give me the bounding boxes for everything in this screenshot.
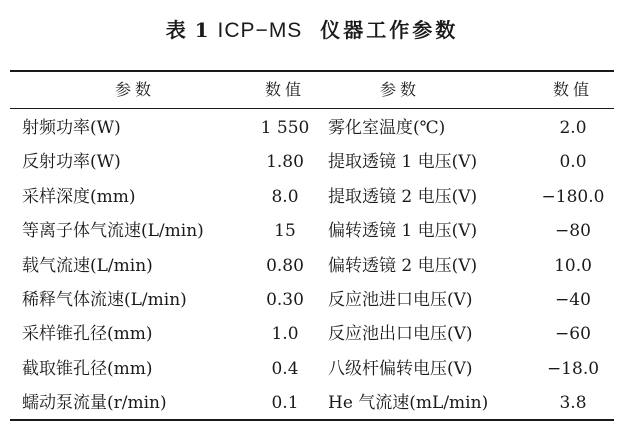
param-name-r2-c3: 提取透镜 1 电压(V) bbox=[328, 152, 478, 173]
param-value-r7-c2: 1.0 bbox=[271, 324, 299, 345]
param-value-r6-c4: −40 bbox=[555, 290, 591, 310]
table-top-rule bbox=[10, 70, 614, 72]
param-name-r8-c1: 截取锥孔径(mm) bbox=[22, 358, 153, 379]
param-value-r7-c4: −60 bbox=[555, 324, 591, 345]
param-value-r6-c2: 0.30 bbox=[266, 290, 304, 310]
table-number: 表 1 bbox=[165, 18, 210, 42]
param-value-r4-c2: 15 bbox=[274, 221, 296, 242]
param-name-r9-c3: He 气流速(mL/min) bbox=[328, 393, 489, 414]
param-value-r1-c4: 2.0 bbox=[559, 118, 587, 138]
param-name-r9-c1: 蠕动泵流量(r/min) bbox=[22, 393, 167, 414]
param-value-r8-c2: 0.4 bbox=[271, 358, 299, 379]
param-value-r3-c4: −180.0 bbox=[541, 186, 605, 207]
header-value-1: 数值 bbox=[264, 80, 305, 99]
param-name-r5-c3: 偏转透镜 2 电压(V) bbox=[328, 255, 478, 276]
param-name-r6-c1: 稀释气体流速(L/min) bbox=[22, 290, 187, 310]
param-value-r2-c2: 1.80 bbox=[266, 152, 304, 173]
param-value-r4-c4: −80 bbox=[555, 221, 591, 242]
param-value-r9-c4: 3.8 bbox=[559, 393, 587, 414]
param-value-r3-c2: 8.0 bbox=[271, 186, 299, 207]
param-name-r7-c3: 反应池出口电压(V) bbox=[328, 324, 473, 345]
param-value-r8-c4: −18.0 bbox=[546, 358, 600, 379]
param-value-r1-c2: 1 550 bbox=[260, 118, 310, 138]
param-name-r8-c3: 八级杆偏转电压(V) bbox=[328, 358, 473, 379]
param-name-r4-c1: 等离子体气流速(L/min) bbox=[22, 221, 204, 242]
param-value-r2-c4: 0.0 bbox=[559, 152, 587, 173]
param-name-r1-c3: 雾化室温度(℃) bbox=[328, 118, 446, 138]
param-name-r3-c1: 采样深度(mm) bbox=[22, 186, 136, 207]
param-name-r1-c1: 射频功率(W) bbox=[22, 118, 121, 138]
table-caption bbox=[0, 14, 624, 43]
param-name-r7-c1: 采样锥孔径(mm) bbox=[22, 324, 153, 345]
header-param-2: 参数 bbox=[379, 80, 420, 99]
param-value-r5-c2: 0.80 bbox=[266, 255, 304, 276]
param-value-r9-c2: 0.1 bbox=[271, 393, 299, 414]
param-name-r5-c1: 载气流速(L/min) bbox=[22, 255, 153, 276]
header-value-2: 数值 bbox=[552, 80, 593, 99]
caption-title: 仪器工作参数 bbox=[320, 18, 459, 42]
caption-code: ICP−MS bbox=[217, 19, 303, 42]
param-name-r3-c3: 提取透镜 2 电压(V) bbox=[328, 186, 478, 207]
param-name-r2-c1: 反射功率(W) bbox=[22, 152, 121, 173]
param-name-r6-c3: 反应池进口电压(V) bbox=[328, 290, 473, 310]
header-param-1: 参数 bbox=[114, 80, 155, 99]
param-name-r4-c3: 偏转透镜 1 电压(V) bbox=[328, 221, 478, 242]
table-header-rule bbox=[10, 108, 614, 109]
param-value-r5-c4: 10.0 bbox=[554, 255, 592, 276]
